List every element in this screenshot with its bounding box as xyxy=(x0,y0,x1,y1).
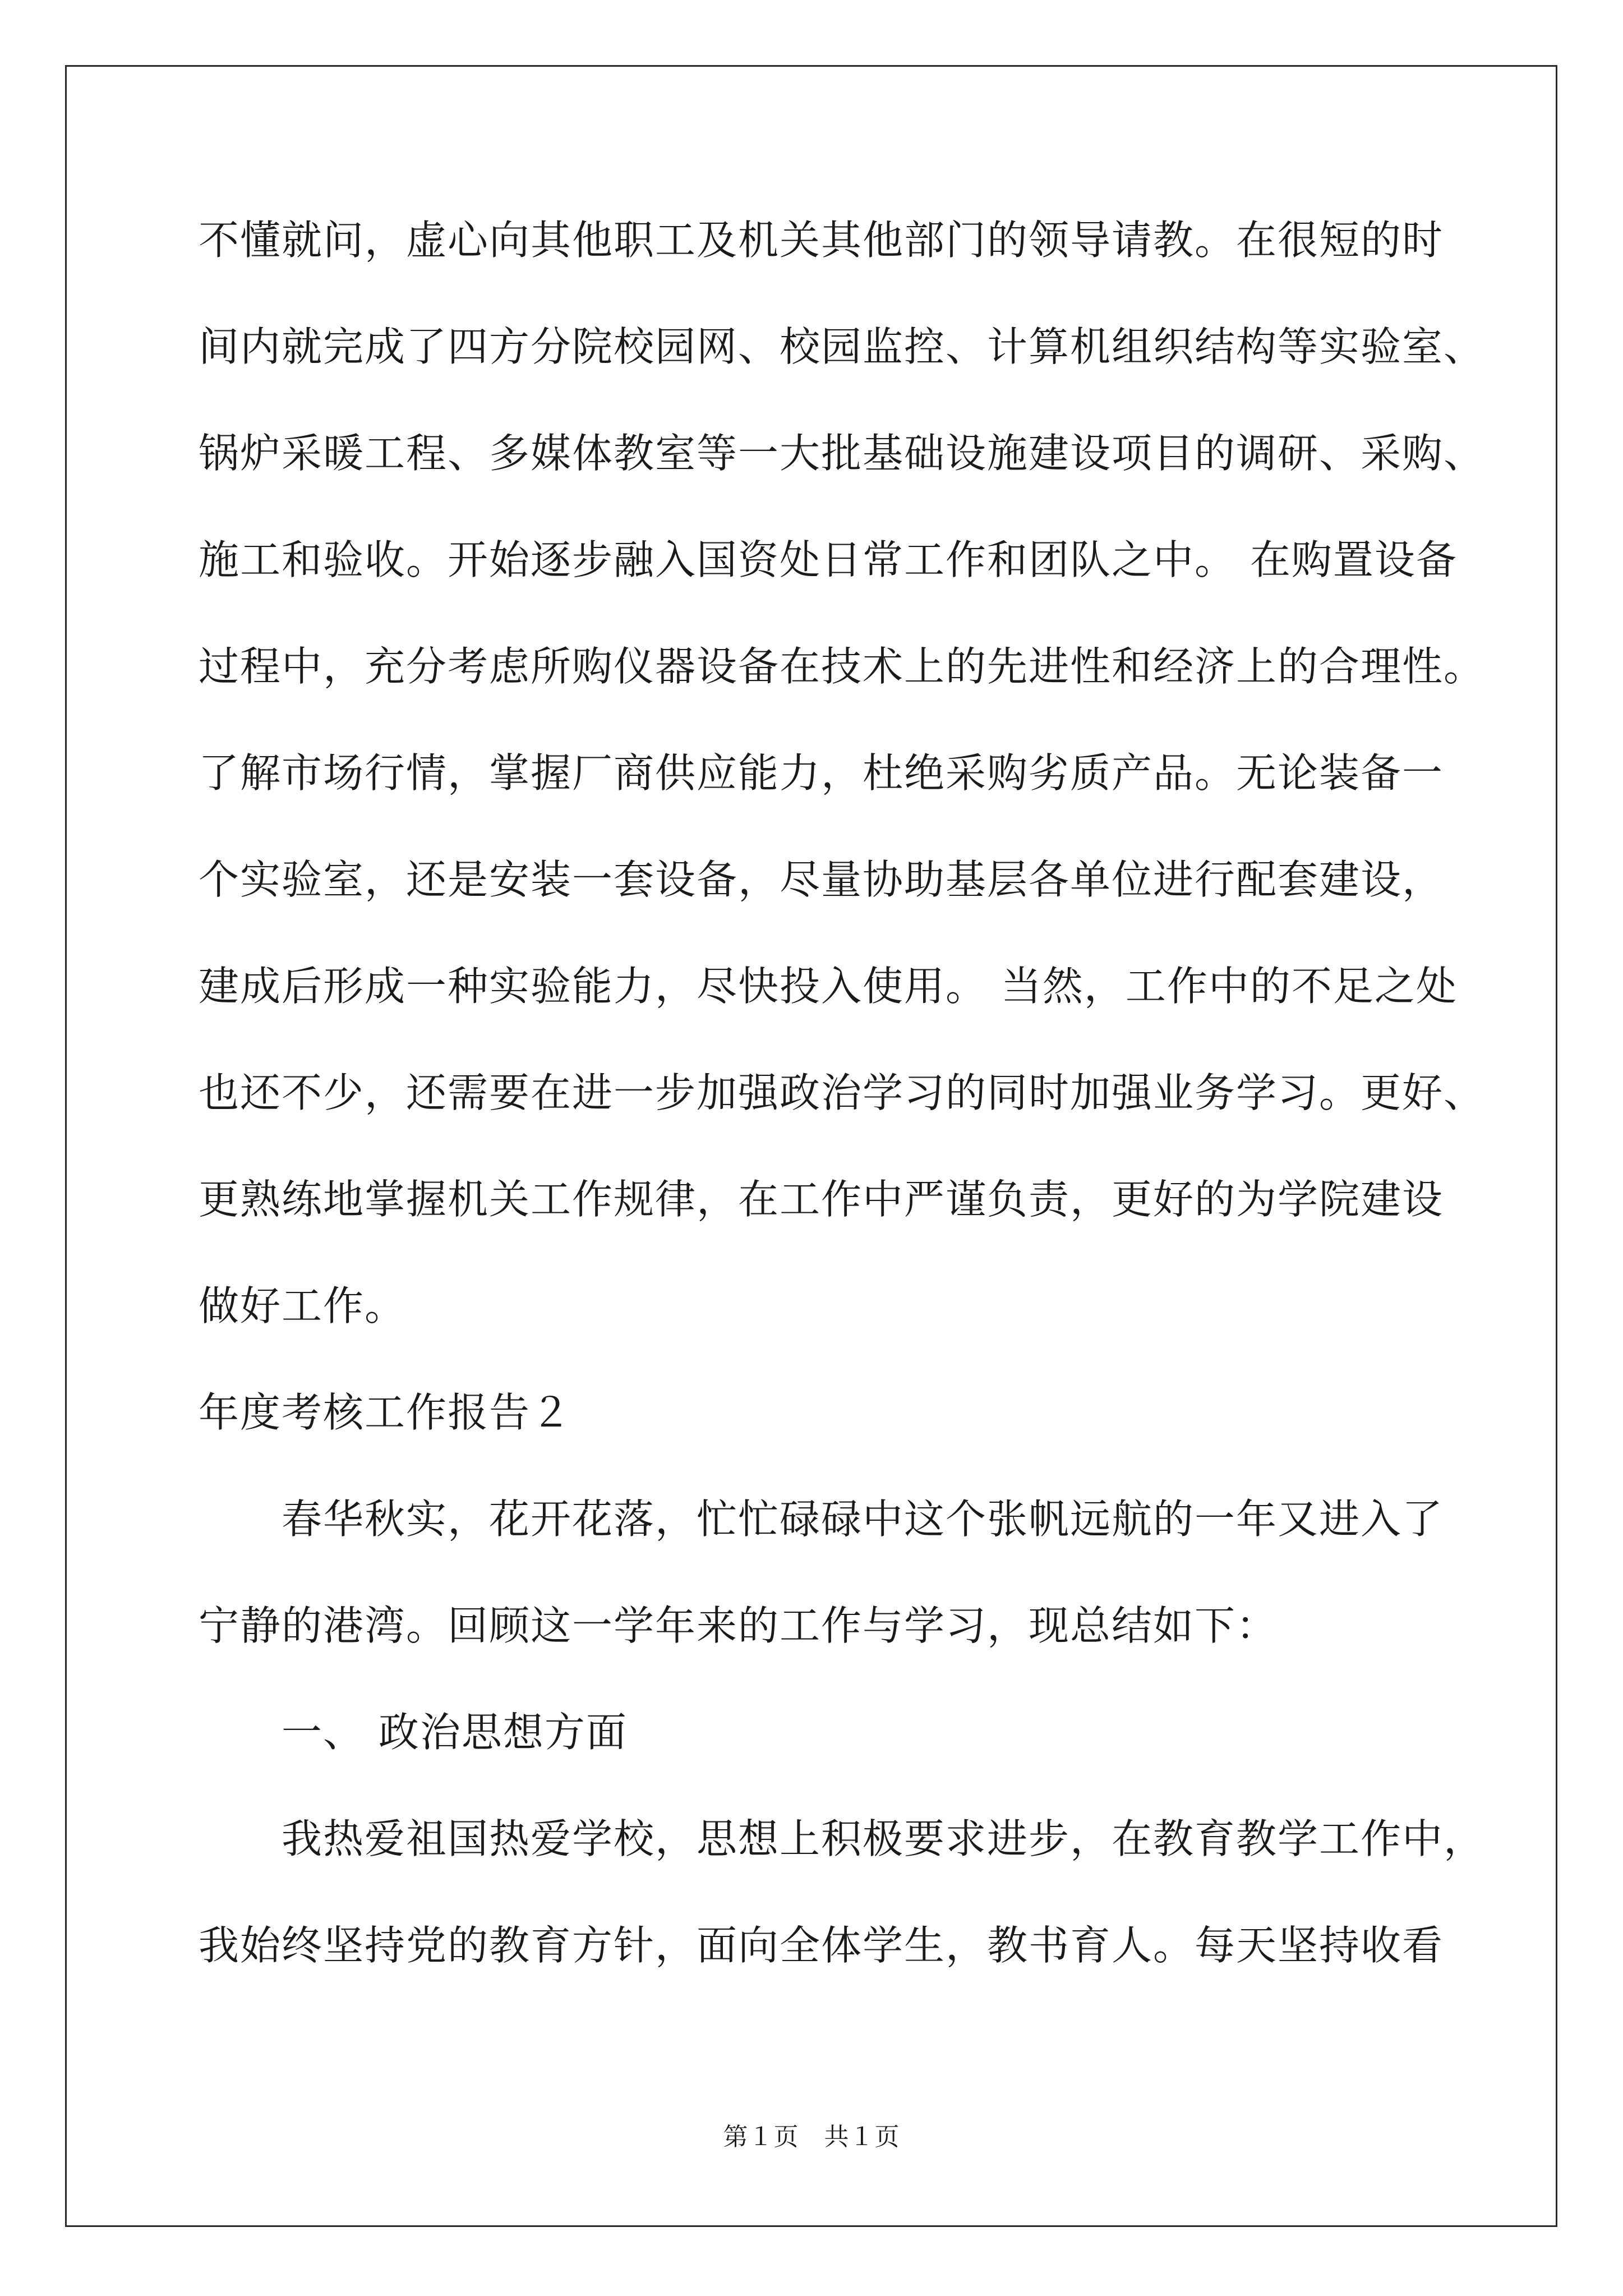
paragraph-line: 了解市场行情，掌握厂商供应能力，杜绝采购劣质产品。无论装备一 xyxy=(199,749,1444,797)
paragraph-line: 建成后形成一种实验能力，尽快投入使用。 当然，工作中的不足之处 xyxy=(199,963,1458,1010)
paragraph-line: 过程中，充分考虑所购仪器设备在技术上的先进性和经济上的合理性。 xyxy=(199,643,1486,690)
paragraph-line: 春华秋实，花开花落，忙忙碌碌中这个张帆远航的一年又进入了 xyxy=(282,1496,1444,1543)
page-number: 第１页 xyxy=(723,2123,799,2151)
paragraph-line: 做好工作。 xyxy=(199,1282,407,1329)
paragraph-line: 也还不少，还需要在进一步加强政治学习的同时加强业务学习。更好、 xyxy=(199,1069,1486,1116)
paragraph-line: 我热爱祖国热爱学校，思想上积极要求进步，在教育教学工作中， xyxy=(282,1815,1486,1862)
page-border xyxy=(65,65,1557,2227)
paragraph-line: 间内就完成了四方分院校园网、校园监控、计算机组织结构等实验室、 xyxy=(199,323,1486,370)
paragraph-line: 不懂就问，虚心向其他职工及机关其他部门的领导请教。在很短的时 xyxy=(199,217,1444,264)
section-title: 年度考核工作报告２ xyxy=(199,1389,573,1436)
page-total: 共１页 xyxy=(824,2123,900,2151)
paragraph-line: 锅炉采暖工程、多媒体教室等一大批基础设施建设项目的调研、采购、 xyxy=(199,430,1486,477)
page-footer xyxy=(0,2125,1623,2150)
paragraph-line: 个实验室，还是安装一套设备，尽量协助基层各单位进行配套建设， xyxy=(199,856,1444,903)
paragraph-line: 宁静的港湾。回顾这一学年来的工作与学习，现总结如下： xyxy=(199,1602,1278,1649)
paragraph-line: 我始终坚持党的教育方针，面向全体学生，教书育人。每天坚持收看 xyxy=(199,1922,1444,1969)
paragraph-line: 更熟练地掌握机关工作规律，在工作中严谨负责，更好的为学院建设 xyxy=(199,1176,1444,1223)
paragraph-line: 施工和验收。开始逐步融入国资处日常工作和团队之中。 在购置设备 xyxy=(199,536,1458,583)
section-heading: 一、 政治思想方面 xyxy=(282,1709,628,1756)
